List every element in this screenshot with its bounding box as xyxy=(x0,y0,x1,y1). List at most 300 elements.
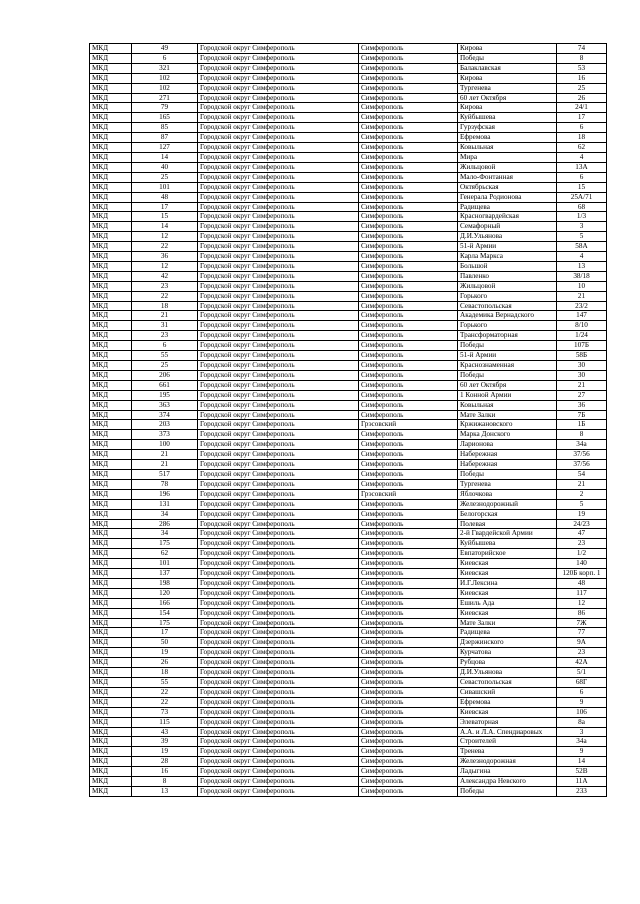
locality-cell: Симферополь xyxy=(359,628,458,638)
locality-cell: Симферополь xyxy=(359,727,458,737)
object-type-cell: МКД xyxy=(90,578,132,588)
count-cell: 175 xyxy=(132,618,198,628)
table-row xyxy=(90,460,607,470)
table-row xyxy=(90,628,607,638)
count-cell: 100 xyxy=(132,440,198,450)
count-cell: 36 xyxy=(132,252,198,262)
street-cell: Кржижановского xyxy=(458,420,557,430)
house-number-cell: 48 xyxy=(557,578,607,588)
street-cell: Октябрьская xyxy=(458,182,557,192)
object-type-cell: МКД xyxy=(90,341,132,351)
table-row xyxy=(90,608,607,618)
table-row xyxy=(90,598,607,608)
street-cell: Курчатова xyxy=(458,648,557,658)
locality-cell: Симферополь xyxy=(359,707,458,717)
municipality-cell: Городской округ Симферополь xyxy=(198,400,359,410)
house-number-cell: 1/2 xyxy=(557,549,607,559)
municipality-cell: Городской округ Симферополь xyxy=(198,341,359,351)
street-cell: Киевская xyxy=(458,608,557,618)
locality-cell: Симферополь xyxy=(359,152,458,162)
count-cell: 120 xyxy=(132,588,198,598)
count-cell: 42 xyxy=(132,271,198,281)
locality-cell: Симферополь xyxy=(359,469,458,479)
house-number-cell: 4 xyxy=(557,252,607,262)
municipality-cell: Городской округ Симферополь xyxy=(198,93,359,103)
street-cell: Севастопольская xyxy=(458,301,557,311)
count-cell: 55 xyxy=(132,678,198,688)
count-cell: 19 xyxy=(132,648,198,658)
count-cell: 102 xyxy=(132,83,198,93)
count-cell: 25 xyxy=(132,361,198,371)
object-type-cell: МКД xyxy=(90,143,132,153)
street-cell: Сивашский xyxy=(458,687,557,697)
locality-cell: Симферополь xyxy=(359,539,458,549)
table-row xyxy=(90,73,607,83)
municipality-cell: Городской округ Симферополь xyxy=(198,757,359,767)
municipality-cell: Городской округ Симферополь xyxy=(198,450,359,460)
street-cell: Краснознаменная xyxy=(458,361,557,371)
municipality-cell: Городской округ Симферополь xyxy=(198,638,359,648)
locality-cell: Симферополь xyxy=(359,648,458,658)
count-cell: 166 xyxy=(132,598,198,608)
locality-cell: Симферополь xyxy=(359,668,458,678)
municipality-cell: Городской округ Симферополь xyxy=(198,529,359,539)
count-cell: 78 xyxy=(132,479,198,489)
street-cell: Ефремова xyxy=(458,697,557,707)
table-row xyxy=(90,668,607,678)
table-row xyxy=(90,291,607,301)
count-cell: 6 xyxy=(132,341,198,351)
count-cell: 203 xyxy=(132,420,198,430)
locality-cell: Симферополь xyxy=(359,569,458,579)
table-row xyxy=(90,390,607,400)
municipality-cell: Городской округ Симферополь xyxy=(198,252,359,262)
table-row xyxy=(90,83,607,93)
house-number-cell: 117 xyxy=(557,588,607,598)
locality-cell: Симферополь xyxy=(359,757,458,767)
municipality-cell: Городской округ Симферополь xyxy=(198,786,359,796)
table-row xyxy=(90,321,607,331)
object-type-cell: МКД xyxy=(90,361,132,371)
table-row xyxy=(90,479,607,489)
table-row xyxy=(90,370,607,380)
municipality-cell: Городской округ Симферополь xyxy=(198,143,359,153)
street-cell: Полевая xyxy=(458,519,557,529)
object-type-cell: МКД xyxy=(90,767,132,777)
count-cell: 12 xyxy=(132,232,198,242)
municipality-cell: Городской округ Симферополь xyxy=(198,460,359,470)
locality-cell: Симферополь xyxy=(359,618,458,628)
locality-cell: Симферополь xyxy=(359,747,458,757)
object-type-cell: МКД xyxy=(90,569,132,579)
object-type-cell: МКД xyxy=(90,212,132,222)
count-cell: 14 xyxy=(132,152,198,162)
locality-cell: Симферополь xyxy=(359,351,458,361)
street-cell: Евпаторийское xyxy=(458,549,557,559)
municipality-cell: Городской округ Симферополь xyxy=(198,717,359,727)
street-cell: Рубцова xyxy=(458,658,557,668)
object-type-cell: МКД xyxy=(90,727,132,737)
object-type-cell: МКД xyxy=(90,380,132,390)
locality-cell: Симферополь xyxy=(359,291,458,301)
count-cell: 39 xyxy=(132,737,198,747)
house-number-cell: 3 xyxy=(557,727,607,737)
locality-cell: Симферополь xyxy=(359,638,458,648)
locality-cell: Симферополь xyxy=(359,786,458,796)
count-cell: 28 xyxy=(132,757,198,767)
house-number-cell: 42А xyxy=(557,658,607,668)
house-number-cell: 8 xyxy=(557,53,607,63)
locality-cell: Симферополь xyxy=(359,321,458,331)
municipality-cell: Городской округ Симферополь xyxy=(198,113,359,123)
street-cell: Жильцовой xyxy=(458,162,557,172)
municipality-cell: Городской округ Симферополь xyxy=(198,311,359,321)
table-row xyxy=(90,747,607,757)
locality-cell: Симферополь xyxy=(359,678,458,688)
object-type-cell: МКД xyxy=(90,271,132,281)
table-row xyxy=(90,509,607,519)
object-type-cell: МКД xyxy=(90,598,132,608)
street-cell: Ешиль Ада xyxy=(458,598,557,608)
house-number-cell: 25А/71 xyxy=(557,192,607,202)
street-cell: 60 лет Октября xyxy=(458,93,557,103)
municipality-cell: Городской округ Симферополь xyxy=(198,727,359,737)
locality-cell: Симферополь xyxy=(359,529,458,539)
table-row xyxy=(90,678,607,688)
street-cell: Горького xyxy=(458,291,557,301)
table-row xyxy=(90,222,607,232)
house-number-cell: 147 xyxy=(557,311,607,321)
street-cell: Семафорный xyxy=(458,222,557,232)
house-number-cell: 7Ж xyxy=(557,618,607,628)
count-cell: 23 xyxy=(132,331,198,341)
house-number-cell: 77 xyxy=(557,628,607,638)
object-type-cell: МКД xyxy=(90,777,132,787)
object-type-cell: МКД xyxy=(90,133,132,143)
municipality-cell: Городской округ Симферополь xyxy=(198,697,359,707)
table-row xyxy=(90,697,607,707)
house-number-cell: 62 xyxy=(557,143,607,153)
table-row xyxy=(90,103,607,113)
house-number-cell: 17 xyxy=(557,113,607,123)
table-row xyxy=(90,281,607,291)
street-cell: Кирова xyxy=(458,73,557,83)
street-cell: Ковыльная xyxy=(458,143,557,153)
count-cell: 102 xyxy=(132,73,198,83)
municipality-cell: Городской округ Симферополь xyxy=(198,44,359,54)
house-number-cell: 27 xyxy=(557,390,607,400)
house-number-cell: 15 xyxy=(557,182,607,192)
object-type-cell: МКД xyxy=(90,261,132,271)
municipality-cell: Городской округ Симферополь xyxy=(198,192,359,202)
municipality-cell: Городской округ Симферополь xyxy=(198,351,359,361)
street-cell: Ладыгина xyxy=(458,767,557,777)
municipality-cell: Городской округ Симферополь xyxy=(198,668,359,678)
street-cell: Мате Залки xyxy=(458,618,557,628)
table-row xyxy=(90,737,607,747)
table-row xyxy=(90,261,607,271)
count-cell: 73 xyxy=(132,707,198,717)
count-cell: 517 xyxy=(132,469,198,479)
municipality-cell: Городской округ Симферополь xyxy=(198,687,359,697)
object-type-cell: МКД xyxy=(90,123,132,133)
municipality-cell: Городской округ Симферополь xyxy=(198,707,359,717)
count-cell: 198 xyxy=(132,578,198,588)
table-row xyxy=(90,519,607,529)
street-cell: 1 Конной Армии xyxy=(458,390,557,400)
table-row xyxy=(90,380,607,390)
municipality-cell: Городской округ Симферополь xyxy=(198,618,359,628)
count-cell: 49 xyxy=(132,44,198,54)
count-cell: 175 xyxy=(132,539,198,549)
street-cell: Победы xyxy=(458,370,557,380)
house-number-cell: 120Б корп. 1 xyxy=(557,569,607,579)
object-type-cell: МКД xyxy=(90,192,132,202)
locality-cell: Симферополь xyxy=(359,697,458,707)
locality-cell: Симферополь xyxy=(359,390,458,400)
object-type-cell: МКД xyxy=(90,519,132,529)
municipality-cell: Городской округ Симферополь xyxy=(198,291,359,301)
locality-cell: Симферополь xyxy=(359,400,458,410)
house-number-cell: 4 xyxy=(557,152,607,162)
table-row xyxy=(90,400,607,410)
street-cell: Ефремова xyxy=(458,133,557,143)
object-type-cell: МКД xyxy=(90,400,132,410)
locality-cell: Симферополь xyxy=(359,301,458,311)
street-cell: Жильцовой xyxy=(458,281,557,291)
locality-cell: Симферополь xyxy=(359,53,458,63)
count-cell: 31 xyxy=(132,321,198,331)
table-row xyxy=(90,618,607,628)
house-number-cell: 38/18 xyxy=(557,271,607,281)
object-type-cell: МКД xyxy=(90,331,132,341)
object-type-cell: МКД xyxy=(90,93,132,103)
street-cell: Тургенева xyxy=(458,83,557,93)
count-cell: 25 xyxy=(132,172,198,182)
locality-cell: Симферополь xyxy=(359,559,458,569)
locality-cell: Симферополь xyxy=(359,311,458,321)
street-cell: Куйбышева xyxy=(458,113,557,123)
object-type-cell: МКД xyxy=(90,63,132,73)
object-type-cell: МКД xyxy=(90,618,132,628)
house-number-cell: 11А xyxy=(557,777,607,787)
street-cell: 2-й Гвардейской Армии xyxy=(458,529,557,539)
object-type-cell: МКД xyxy=(90,232,132,242)
house-number-cell: 2 xyxy=(557,489,607,499)
object-type-cell: МКД xyxy=(90,103,132,113)
count-cell: 363 xyxy=(132,400,198,410)
object-type-cell: МКД xyxy=(90,53,132,63)
street-cell: Большой xyxy=(458,261,557,271)
count-cell: 22 xyxy=(132,242,198,252)
object-type-cell: МКД xyxy=(90,678,132,688)
municipality-cell: Городской округ Симферополь xyxy=(198,509,359,519)
street-cell: Белогорская xyxy=(458,509,557,519)
count-cell: 50 xyxy=(132,638,198,648)
street-cell: Киевская xyxy=(458,559,557,569)
count-cell: 34 xyxy=(132,509,198,519)
table-row xyxy=(90,192,607,202)
object-type-cell: МКД xyxy=(90,638,132,648)
street-cell: Куйбышева xyxy=(458,539,557,549)
table-row xyxy=(90,440,607,450)
count-cell: 165 xyxy=(132,113,198,123)
locality-cell: Симферополь xyxy=(359,123,458,133)
house-number-cell: 1Б xyxy=(557,420,607,430)
locality-cell: Симферополь xyxy=(359,202,458,212)
municipality-cell: Городской округ Симферополь xyxy=(198,182,359,192)
municipality-cell: Городской округ Симферополь xyxy=(198,479,359,489)
street-cell: Ларионова xyxy=(458,440,557,450)
street-cell: Балаклавская xyxy=(458,63,557,73)
house-number-cell: 12 xyxy=(557,598,607,608)
locality-cell: Симферополь xyxy=(359,103,458,113)
locality-cell: Симферополь xyxy=(359,598,458,608)
house-number-cell: 5 xyxy=(557,499,607,509)
table-row xyxy=(90,767,607,777)
count-cell: 195 xyxy=(132,390,198,400)
street-cell: Киевская xyxy=(458,707,557,717)
house-number-cell: 13 xyxy=(557,261,607,271)
object-type-cell: МКД xyxy=(90,202,132,212)
count-cell: 17 xyxy=(132,202,198,212)
municipality-cell: Городской округ Симферополь xyxy=(198,172,359,182)
locality-cell: Симферополь xyxy=(359,578,458,588)
municipality-cell: Городской округ Симферополь xyxy=(198,489,359,499)
street-cell: Тургенева xyxy=(458,479,557,489)
object-type-cell: МКД xyxy=(90,311,132,321)
count-cell: 8 xyxy=(132,777,198,787)
count-cell: 374 xyxy=(132,410,198,420)
municipality-cell: Городской округ Симферополь xyxy=(198,133,359,143)
table-row xyxy=(90,361,607,371)
street-cell: Железнодорожный xyxy=(458,499,557,509)
municipality-cell: Городской округ Симферополь xyxy=(198,499,359,509)
municipality-cell: Городской округ Симферополь xyxy=(198,559,359,569)
locality-cell: Симферополь xyxy=(359,588,458,598)
house-number-cell: 47 xyxy=(557,529,607,539)
street-cell: Яблочкова xyxy=(458,489,557,499)
municipality-cell: Городской округ Симферополь xyxy=(198,549,359,559)
house-number-cell: 21 xyxy=(557,291,607,301)
table-row xyxy=(90,717,607,727)
street-cell: Карла Маркса xyxy=(458,252,557,262)
locality-cell: Симферополь xyxy=(359,271,458,281)
municipality-cell: Городской округ Симферополь xyxy=(198,53,359,63)
house-number-cell: 34а xyxy=(557,737,607,747)
locality-cell: Симферополь xyxy=(359,440,458,450)
house-number-cell: 74 xyxy=(557,44,607,54)
table-row xyxy=(90,539,607,549)
count-cell: 6 xyxy=(132,53,198,63)
locality-cell: Симферополь xyxy=(359,162,458,172)
street-cell: Элеваторная xyxy=(458,717,557,727)
house-number-cell: 9 xyxy=(557,747,607,757)
municipality-cell: Городской округ Симферополь xyxy=(198,519,359,529)
object-type-cell: МКД xyxy=(90,628,132,638)
table-row xyxy=(90,489,607,499)
object-type-cell: МКД xyxy=(90,460,132,470)
table-row xyxy=(90,757,607,767)
locality-cell: Симферополь xyxy=(359,261,458,271)
street-cell: Мало-Фонтанная xyxy=(458,172,557,182)
table-row xyxy=(90,271,607,281)
count-cell: 87 xyxy=(132,133,198,143)
street-cell: Радищева xyxy=(458,628,557,638)
house-number-cell: 54 xyxy=(557,469,607,479)
street-cell: Севастопольская xyxy=(458,678,557,688)
object-type-cell: МКД xyxy=(90,588,132,598)
locality-cell: Симферополь xyxy=(359,777,458,787)
municipality-cell: Городской округ Симферополь xyxy=(198,678,359,688)
object-type-cell: МКД xyxy=(90,430,132,440)
table-row xyxy=(90,113,607,123)
house-number-cell: 8а xyxy=(557,717,607,727)
count-cell: 271 xyxy=(132,93,198,103)
house-number-cell: 6 xyxy=(557,172,607,182)
table-row xyxy=(90,549,607,559)
table-row xyxy=(90,707,607,717)
street-cell: 60 лет Октября xyxy=(458,380,557,390)
house-number-cell: 106 xyxy=(557,707,607,717)
municipality-cell: Городской округ Симферополь xyxy=(198,539,359,549)
locality-cell: Симферополь xyxy=(359,252,458,262)
table-row xyxy=(90,578,607,588)
count-cell: 115 xyxy=(132,717,198,727)
house-number-cell: 23 xyxy=(557,539,607,549)
street-cell: Победы xyxy=(458,469,557,479)
locality-cell: Симферополь xyxy=(359,242,458,252)
municipality-cell: Городской округ Симферополь xyxy=(198,440,359,450)
object-type-cell: МКД xyxy=(90,162,132,172)
address-table xyxy=(89,43,607,797)
locality-cell: Грэсовский xyxy=(359,489,458,499)
object-type-cell: МКД xyxy=(90,172,132,182)
street-cell: Генерала Родионова xyxy=(458,192,557,202)
municipality-cell: Городской округ Симферополь xyxy=(198,123,359,133)
street-cell: Радищева xyxy=(458,202,557,212)
object-type-cell: МКД xyxy=(90,687,132,697)
municipality-cell: Городской округ Симферополь xyxy=(198,380,359,390)
municipality-cell: Городской округ Симферополь xyxy=(198,361,359,371)
street-cell: Киевская xyxy=(458,569,557,579)
table-row xyxy=(90,123,607,133)
street-cell: Мате Залки xyxy=(458,410,557,420)
locality-cell: Симферополь xyxy=(359,361,458,371)
locality-cell: Симферополь xyxy=(359,182,458,192)
count-cell: 21 xyxy=(132,311,198,321)
municipality-cell: Городской округ Симферополь xyxy=(198,212,359,222)
street-cell: Набережная xyxy=(458,460,557,470)
house-number-cell: 107Б xyxy=(557,341,607,351)
locality-cell: Симферополь xyxy=(359,380,458,390)
house-number-cell: 9А xyxy=(557,638,607,648)
street-cell: Трансформаторная xyxy=(458,331,557,341)
street-cell: Железнодорожная xyxy=(458,757,557,767)
street-cell: Победы xyxy=(458,53,557,63)
locality-cell: Симферополь xyxy=(359,767,458,777)
object-type-cell: МКД xyxy=(90,717,132,727)
street-cell: 51-й Армии xyxy=(458,242,557,252)
locality-cell: Симферополь xyxy=(359,222,458,232)
house-number-cell: 6 xyxy=(557,687,607,697)
table-row xyxy=(90,232,607,242)
count-cell: 286 xyxy=(132,519,198,529)
object-type-cell: МКД xyxy=(90,559,132,569)
locality-cell: Симферополь xyxy=(359,687,458,697)
house-number-cell: 86 xyxy=(557,608,607,618)
locality-cell: Симферополь xyxy=(359,509,458,519)
